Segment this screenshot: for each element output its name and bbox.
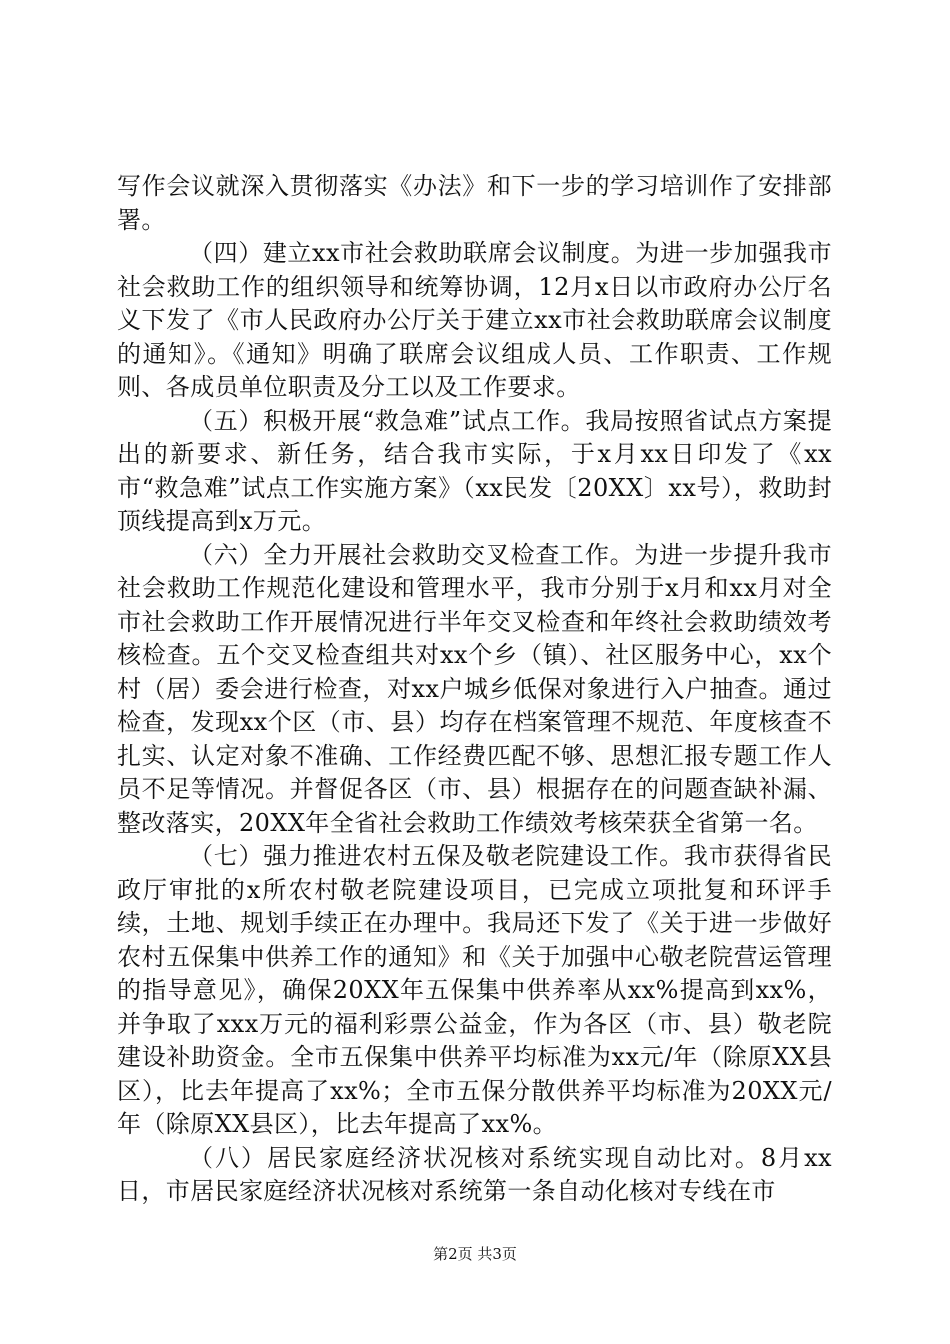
paragraph-section-7: （七）强力推进农村五保及敬老院建设工作。我市获得省民政厅审批的x所农村敬老院建设项目，已完成立项批复和环评手续，土地、规划手续正在办理中。我局还下发了《关于进一步做好农村五保集中供养工作的通知》和《关于加强中心敬老院营运管理的指导意见》，确保20XX年五保集中供养率从xx%提高到xx%，并争取了xxx万元的福利彩票公益金，作为各区（市、县）敬老院建设补助资金。全市五保集中供养平均标准为xx元/年（除原XX县区），比去年提高了xx%；全市五保分散供养平均标准为20XX元/年（除原XX县区），比去年提高了xx%。 [117, 842, 832, 1138]
page-footer: 第2页 共3页 [433, 1245, 517, 1263]
document-body [117, 170, 832, 1209]
paragraph-section-8: （八）居民家庭经济状况核对系统实现自动比对。8月xx日，市居民家庭经济状况核对系统第一条自动化核对专线在市 [117, 1143, 832, 1205]
paragraph-continuation: 写作会议就深入贯彻落实《办法》和下一步的学习培训作了安排部署。 [117, 172, 832, 234]
paragraph-section-5: （五）积极开展“救急难”试点工作。我局按照省试点方案提出的新要求、新任务，结合我市实际，于x月xx日印发了《xx市“救急难”试点工作实施方案》（xx民发〔20XX〕xx号），救助封顶线提高到x万元。 [117, 406, 832, 535]
paragraph-section-4: （四）建立xx市社会救助联席会议制度。为进一步加强我市社会救助工作的组织领导和统筹协调，12月x日以市政府办公厅名义下发了《市人民政府办公厅关于建立xx市社会救助联席会议制度的通知》。《通知》明确了联席会议组成人员、工作职责、工作规则、各成员单位职责及分工以及工作要求。 [117, 239, 832, 401]
paragraph-section-6: （六）全力开展社会救助交叉检查工作。为进一步提升我市社会救助工作规范化建设和管理水平，我市分别于x月和xx月对全市社会救助工作开展情况进行半年交叉检查和年终社会救助绩效考核检查。五个交叉检查组共对xx个乡（镇）、社区服务中心，xx个村（居）委会进行检查，对xx户城乡低保对象进行入户抽查。通过检查，发现xx个区（市、县）均存在档案管理不规范、年度核查不扎实、认定对象不准确、工作经费匹配不够、思想汇报专题工作人员不足等情况。并督促各区（市、县）根据存在的问题查缺补漏、整改落实，20XX年全省社会救助工作绩效考核荣获全省第一名。 [117, 540, 832, 837]
